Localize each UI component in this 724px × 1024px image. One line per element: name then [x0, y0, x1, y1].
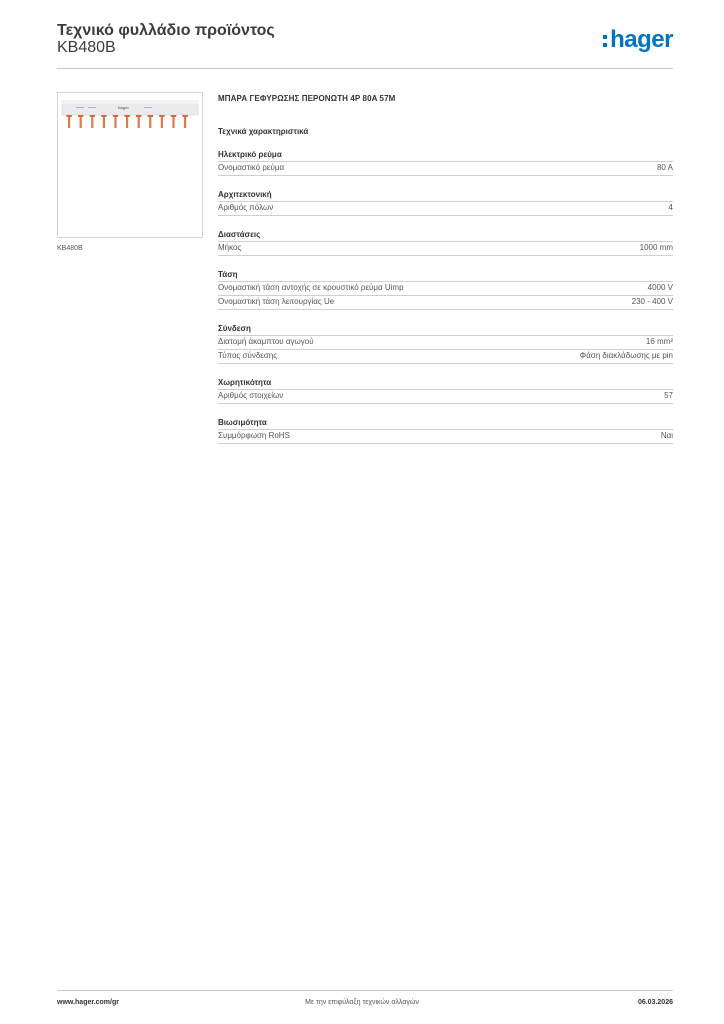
- spec-value: 4: [668, 203, 673, 212]
- spec-group-title: Ηλεκτρικό ρεύμα: [218, 150, 673, 162]
- spec-group-title: Τάση: [218, 270, 673, 282]
- pin-base: [171, 115, 176, 117]
- hager-logo: [603, 28, 673, 52]
- spec-row: [218, 162, 673, 176]
- product-name: ΜΠΑΡΑ ΓΕΦΥΡΩΣΗΣ ΠΕΡΟΝΩΤΗ 4P 80A 57M: [218, 94, 396, 103]
- pin-base: [90, 115, 95, 117]
- spec-value: 57: [664, 391, 673, 400]
- spec-group-title: Αρχιτεκτονική: [218, 190, 673, 202]
- footer-divider: [57, 990, 673, 991]
- spec-label: Μήκος: [218, 243, 242, 252]
- spec-row: [218, 350, 673, 364]
- logo-text: hager: [610, 26, 673, 53]
- footer-date: 06.03.2026: [637, 999, 673, 1006]
- spec-row: [218, 296, 673, 310]
- busbar-illustration: [58, 93, 202, 237]
- spec-group-title: Διαστάσεις: [218, 230, 673, 242]
- spec-row: [218, 282, 673, 296]
- spec-groups: [218, 150, 673, 444]
- pin-base: [101, 115, 106, 117]
- spec-value: 80 A: [656, 163, 673, 172]
- spec-row: [218, 202, 673, 216]
- pin-base: [159, 115, 164, 117]
- document-title: Τεχνικό φυλλάδιο προϊόντος: [57, 22, 275, 39]
- spec-row: [218, 430, 673, 444]
- spec-group-title: Βιωσιμότητα: [218, 418, 673, 430]
- logo-dots-icon: [603, 35, 607, 47]
- pin-base: [78, 115, 83, 117]
- spec-row: [218, 242, 673, 256]
- header-divider: [57, 68, 673, 69]
- pin-base: [182, 115, 187, 117]
- spec-value: 1000 mm: [639, 243, 673, 252]
- product-code: KB480B: [57, 39, 116, 56]
- pin-base: [66, 115, 71, 117]
- pin-base: [136, 115, 141, 117]
- spec-content: [218, 94, 673, 444]
- spec-group-title: Χωρητικότητα: [218, 378, 673, 390]
- product-image: [57, 92, 203, 238]
- spec-label: Ονομαστική τάση αντοχής σε κρουστικό ρεύμα Uimp: [218, 283, 404, 292]
- spec-label: Τύπος σύνδεσης: [218, 351, 278, 360]
- spec-label: Συμμόρφωση RoHS: [218, 431, 290, 440]
- spec-value: Ναι: [660, 431, 673, 440]
- pin-base: [148, 115, 153, 117]
- spec-label: Αριθμός στοιχείων: [218, 391, 284, 400]
- pin-base: [113, 115, 118, 117]
- busbar-label: hager: [118, 105, 129, 110]
- footer-note: Με την επιφύλαξη τεχνικών αλλαγών: [305, 999, 419, 1006]
- spec-value: 16 mm²: [645, 337, 673, 346]
- spec-label: Ονομαστική τάση λειτουργίας Ue: [218, 297, 335, 306]
- spec-group-title: Σύνδεση: [218, 324, 673, 336]
- spec-row: [218, 336, 673, 350]
- spec-value: 230 - 400 V: [631, 297, 673, 306]
- spec-value: 4000 V: [647, 283, 673, 292]
- spec-value: Φάση διακλάδωσης με pin: [579, 351, 673, 360]
- busbar-pins: [66, 115, 187, 128]
- pin-base: [124, 115, 129, 117]
- specs-heading: Τεχνικά χαρακτηριστικά: [218, 127, 309, 136]
- page-header: [57, 22, 673, 70]
- spec-label: Διατομή άκαμπτου αγωγού: [218, 337, 314, 346]
- spec-label: Ονομαστικό ρεύμα: [218, 163, 285, 172]
- footer-website: www.hager.com/gr: [57, 999, 119, 1006]
- spec-label: Αριθμός πόλων: [218, 203, 274, 212]
- spec-row: [218, 390, 673, 404]
- image-caption: KB480B: [57, 245, 83, 252]
